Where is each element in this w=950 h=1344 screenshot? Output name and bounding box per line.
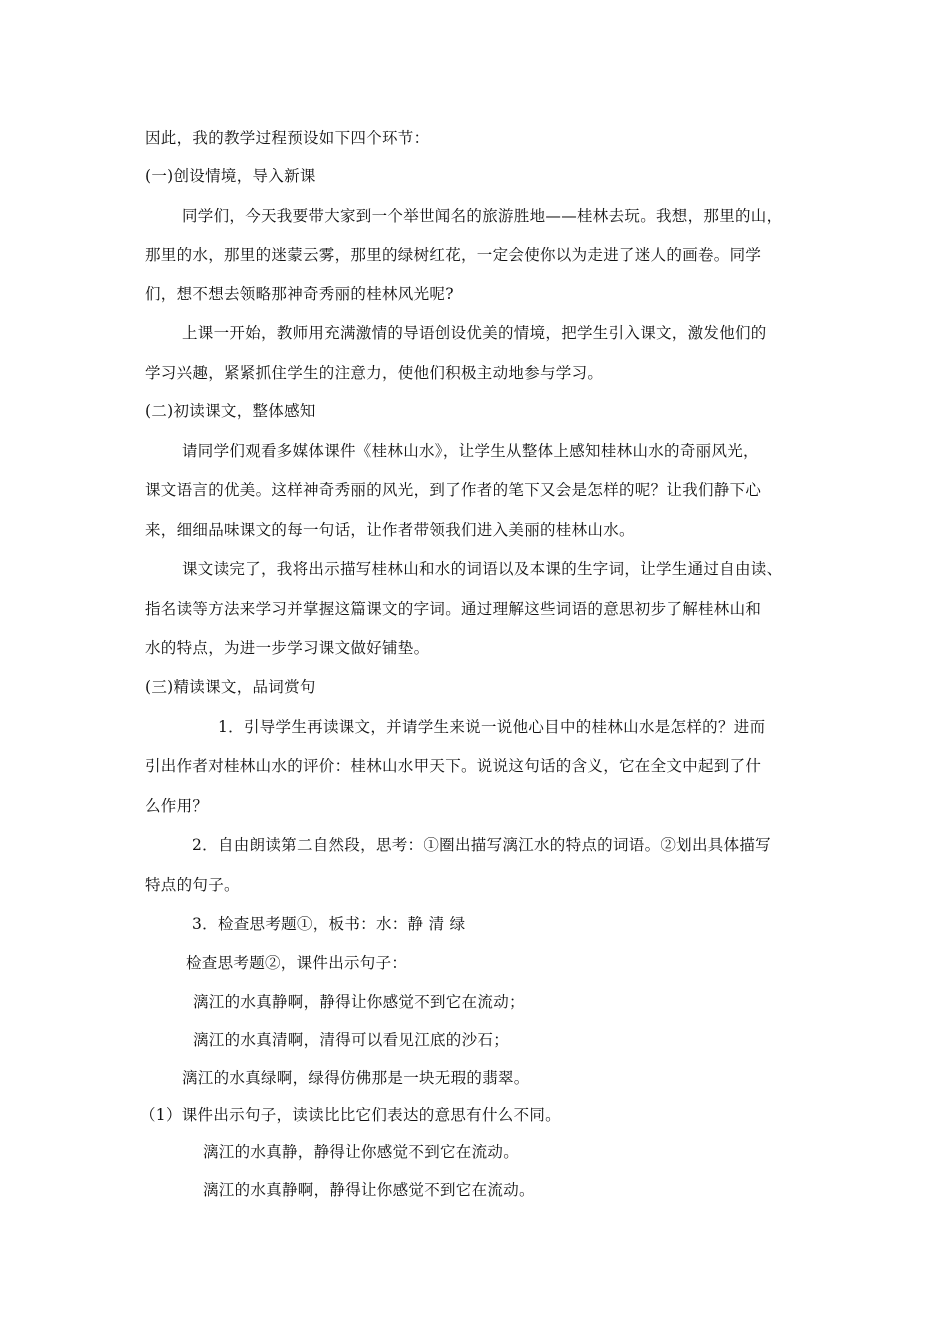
paragraph-line: 么作用？ [145,797,209,815]
paragraph-line: 水的特点，为进一步学习课文做好铺垫。 [145,639,430,657]
example-sentence: 漓江的水真静啊，静得让你感觉不到它在流动； [193,993,525,1011]
paragraph-line: 同学们，今天我要带大家到一个举世闻名的旅游胜地——桂林去玩。我想，那里的山， [182,207,783,225]
numbered-item-2: 2．自由朗读第二自然段，思考：①圈出描写漓江水的特点的词语。②划出具体描写 [192,836,771,854]
example-sentence: 漓江的水真静啊，静得让你感觉不到它在流动。 [203,1181,535,1199]
paragraph-line: 特点的句子。 [145,876,240,894]
intro-line: 因此，我的教学过程预设如下四个环节： [145,129,430,147]
section-heading-3: (三)精读课文，品词赏句 [145,678,316,696]
paragraph-line: 课文语言的优美。这样神奇秀丽的风光，到了作者的笔下又会是怎样的呢？让我们静下心 [145,481,762,499]
section-heading-2: (二)初读课文，整体感知 [145,402,316,420]
numbered-item-1: 1．引导学生再读课文，并请学生来说一说他心目中的桂林山水是怎样的？进而 [218,718,766,736]
example-sentence: 漓江的水真静，静得让你感觉不到它在流动。 [203,1143,520,1161]
section-heading-1: (一)创设情境，导入新课 [145,167,316,185]
paragraph-line: 检查思考题②，课件出示句子： [186,954,408,972]
paragraph-line: 那里的水，那里的迷蒙云雾，那里的绿树红花，一定会使你以为走进了迷人的画卷。同学 [145,246,762,264]
sub-item-1: （1）课件出示句子，读读比比它们表达的意思有什么不同。 [140,1106,561,1124]
numbered-item-3: 3．检查思考题①，板书：水：静 清 绿 [192,915,466,933]
paragraph-line: 们，想不想去领略那神奇秀丽的桂林风光呢? [145,285,454,303]
paragraph-line: 指名读等方法来学习并掌握这篇课文的字词。通过理解这些词语的意思初步了解桂林山和 [145,600,762,618]
example-sentence: 漓江的水真绿啊，绿得仿佛那是一块无瑕的翡翠。 [182,1069,530,1087]
paragraph-line: 课文读完了，我将出示描写桂林山和水的词语以及本课的生字词，让学生通过自由读、 [182,560,783,578]
paragraph-line: 上课一开始，教师用充满激情的导语创设优美的情境，把学生引入课文，激发他们的 [182,324,767,342]
paragraph-line: 引出作者对桂林山水的评价：桂林山水甲天下。说说这句话的含义，它在全文中起到了什 [145,757,762,775]
paragraph-line: 学习兴趣，紧紧抓住学生的注意力，使他们积极主动地参与学习。 [145,364,604,382]
example-sentence: 漓江的水真清啊，清得可以看见江底的沙石； [193,1031,510,1049]
paragraph-line: 请同学们观看多媒体课件《桂林山水》，让学生从整体上感知桂林山水的奇丽风光， [182,442,759,460]
paragraph-line: 来，细细品味课文的每一句话，让作者带领我们进入美丽的桂林山水。 [145,521,635,539]
